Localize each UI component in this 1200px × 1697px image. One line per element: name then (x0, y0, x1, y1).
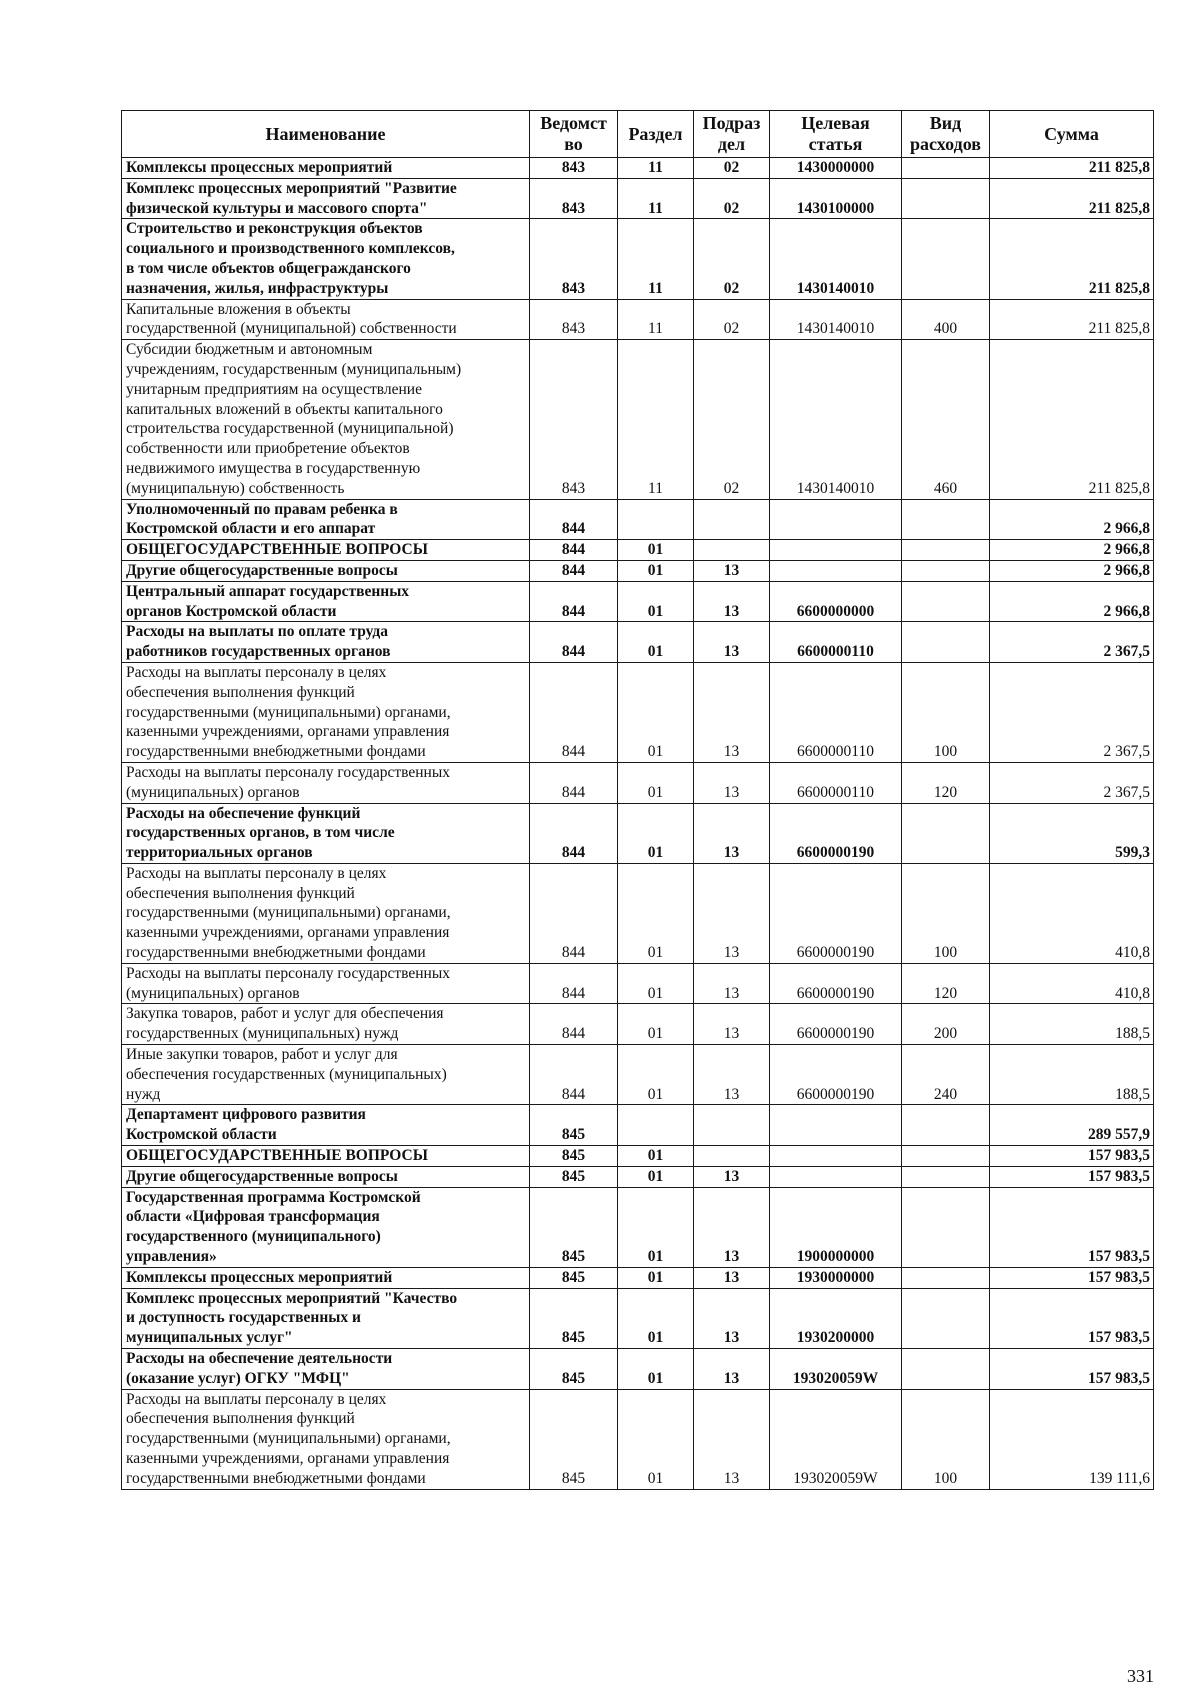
cell-vedomstvo: 844 (530, 762, 618, 803)
table-row (122, 963, 1154, 1004)
cell-summa: 211 825,8 (990, 219, 1154, 299)
cell-celevaya-statya (770, 1105, 902, 1146)
cell-vedomstvo: 845 (530, 1166, 618, 1187)
cell-vid-rashodov: 120 (902, 963, 990, 1004)
cell-vedomstvo: 843 (530, 158, 618, 179)
cell-vid-rashodov: 100 (902, 863, 990, 963)
cell-name: Государственная программа Костромской области «Цифровая трансформация государственного (муниципального) управления» (122, 1187, 530, 1267)
header-summa: Сумма (990, 111, 1154, 158)
cell-vid-rashodov: 400 (902, 299, 990, 340)
cell-podrazdel: 13 (694, 1349, 770, 1390)
cell-razdel: 01 (618, 863, 694, 963)
cell-vedomstvo: 844 (530, 540, 618, 561)
cell-podrazdel: 13 (694, 963, 770, 1004)
cell-razdel: 01 (618, 622, 694, 663)
cell-razdel: 11 (618, 158, 694, 179)
table-row (122, 1267, 1154, 1288)
cell-vedomstvo: 845 (530, 1389, 618, 1489)
cell-vid-rashodov (902, 540, 990, 561)
cell-summa: 2 367,5 (990, 662, 1154, 762)
cell-summa: 2 966,8 (990, 560, 1154, 581)
cell-celevaya-statya: 6600000110 (770, 662, 902, 762)
cell-vid-rashodov: 200 (902, 1004, 990, 1045)
cell-podrazdel: 02 (694, 158, 770, 179)
cell-vid-rashodov: 240 (902, 1045, 990, 1105)
cell-summa: 211 825,8 (990, 178, 1154, 219)
cell-razdel: 11 (618, 219, 694, 299)
cell-summa: 2 367,5 (990, 622, 1154, 663)
cell-summa: 289 557,9 (990, 1105, 1154, 1146)
header-podrazdel: Подраз дел (694, 111, 770, 158)
cell-vid-rashodov (902, 1187, 990, 1267)
cell-celevaya-statya: 1430100000 (770, 178, 902, 219)
cell-name: Расходы на выплаты по оплате труда работников государственных органов (122, 622, 530, 663)
cell-vid-rashodov (902, 499, 990, 540)
header-name: Наименование (122, 111, 530, 158)
cell-name: ОБЩЕГОСУДАРСТВЕННЫЕ ВОПРОСЫ (122, 540, 530, 561)
cell-name: ОБЩЕГОСУДАРСТВЕННЫЕ ВОПРОСЫ (122, 1146, 530, 1167)
table-row (122, 863, 1154, 963)
budget-table (121, 110, 1154, 1490)
cell-razdel: 01 (618, 540, 694, 561)
table-row (122, 622, 1154, 663)
cell-podrazdel: 02 (694, 178, 770, 219)
cell-vedomstvo: 844 (530, 581, 618, 622)
table-row (122, 540, 1154, 561)
cell-name: Другие общегосударственные вопросы (122, 1166, 530, 1187)
cell-razdel: 11 (618, 178, 694, 219)
table-row (122, 581, 1154, 622)
cell-razdel: 01 (618, 1288, 694, 1348)
cell-name: Расходы на выплаты персоналу в целях обеспечения выполнения функций государственными (муниципальными) органами, казенными учреждениями, органами управления государственными внебюджетными фондами (122, 662, 530, 762)
table-row (122, 662, 1154, 762)
cell-vid-rashodov (902, 1146, 990, 1167)
table-row (122, 762, 1154, 803)
cell-podrazdel: 13 (694, 1187, 770, 1267)
cell-podrazdel (694, 1146, 770, 1167)
cell-celevaya-statya (770, 540, 902, 561)
cell-vedomstvo: 844 (530, 803, 618, 863)
cell-name: Расходы на выплаты персоналу в целях обеспечения выполнения функций государственными (муниципальными) органами, казенными учреждениями, органами управления государственными внебюджетными фондами (122, 1389, 530, 1489)
cell-razdel: 01 (618, 560, 694, 581)
cell-summa: 2 966,8 (990, 581, 1154, 622)
cell-summa: 139 111,6 (990, 1389, 1154, 1489)
header-razdel: Раздел (618, 111, 694, 158)
cell-vid-rashodov (902, 581, 990, 622)
cell-vid-rashodov (902, 1166, 990, 1187)
cell-celevaya-statya: 6600000190 (770, 803, 902, 863)
cell-vedomstvo: 844 (530, 662, 618, 762)
cell-celevaya-statya: 1930000000 (770, 1267, 902, 1288)
table-row (122, 1105, 1154, 1146)
cell-vid-rashodov (902, 1105, 990, 1146)
cell-summa: 157 983,5 (990, 1146, 1154, 1167)
table-row (122, 1004, 1154, 1045)
cell-razdel: 01 (618, 1146, 694, 1167)
cell-celevaya-statya: 6600000110 (770, 622, 902, 663)
cell-podrazdel: 13 (694, 581, 770, 622)
cell-vedomstvo: 844 (530, 963, 618, 1004)
cell-vedomstvo: 844 (530, 560, 618, 581)
cell-vedomstvo: 843 (530, 340, 618, 499)
cell-vedomstvo: 845 (530, 1267, 618, 1288)
cell-razdel: 01 (618, 1004, 694, 1045)
cell-celevaya-statya (770, 560, 902, 581)
table-row (122, 499, 1154, 540)
cell-celevaya-statya: 6600000190 (770, 1004, 902, 1045)
cell-celevaya-statya (770, 1146, 902, 1167)
cell-vid-rashodov (902, 178, 990, 219)
cell-razdel: 01 (618, 1045, 694, 1105)
cell-summa: 599,3 (990, 803, 1154, 863)
cell-vid-rashodov (902, 158, 990, 179)
cell-vedomstvo: 845 (530, 1187, 618, 1267)
cell-vid-rashodov: 460 (902, 340, 990, 499)
cell-celevaya-statya: 6600000190 (770, 1045, 902, 1105)
table-row (122, 299, 1154, 340)
cell-podrazdel: 13 (694, 622, 770, 663)
cell-name: Расходы на выплаты персоналу государственных (муниципальных) органов (122, 963, 530, 1004)
cell-vid-rashodov (902, 1349, 990, 1390)
cell-summa: 211 825,8 (990, 340, 1154, 499)
cell-vid-rashodov (902, 219, 990, 299)
cell-vedomstvo: 845 (530, 1349, 618, 1390)
cell-celevaya-statya (770, 499, 902, 540)
cell-podrazdel: 13 (694, 762, 770, 803)
cell-razdel: 01 (618, 762, 694, 803)
cell-name: Расходы на обеспечение деятельности (оказание услуг) ОГКУ "МФЦ" (122, 1349, 530, 1390)
cell-razdel (618, 1105, 694, 1146)
cell-summa: 157 983,5 (990, 1288, 1154, 1348)
table-row (122, 803, 1154, 863)
cell-summa: 211 825,8 (990, 158, 1154, 179)
cell-podrazdel: 13 (694, 1045, 770, 1105)
cell-name: Иные закупки товаров, работ и услуг для обеспечения государственных (муниципальных) нужд (122, 1045, 530, 1105)
table-row (122, 1187, 1154, 1267)
cell-name: Комплексы процессных мероприятий (122, 158, 530, 179)
cell-celevaya-statya: 193020059W (770, 1349, 902, 1390)
cell-celevaya-statya: 1430140010 (770, 299, 902, 340)
cell-name: Субсидии бюджетным и автономным учреждениям, государственным (муниципальным) унитарным предприятиям на осуществление капитальных вложений в объекты капитального строительства государственной (муниципальной) собственности или приобретение объектов недвижимого имущества в государственную (муниципальную) собственность (122, 340, 530, 499)
header-vid-rashodov: Вид расходов (902, 111, 990, 158)
cell-razdel: 01 (618, 662, 694, 762)
cell-name: Капитальные вложения в объекты государственной (муниципальной) собственности (122, 299, 530, 340)
cell-celevaya-statya: 193020059W (770, 1389, 902, 1489)
table-row (122, 219, 1154, 299)
cell-podrazdel: 13 (694, 863, 770, 963)
table-row (122, 1166, 1154, 1187)
cell-razdel: 11 (618, 340, 694, 499)
table-header-row (122, 111, 1154, 158)
cell-name: Уполномоченный по правам ребенка в Костромской области и его аппарат (122, 499, 530, 540)
cell-summa: 188,5 (990, 1045, 1154, 1105)
cell-vid-rashodov: 120 (902, 762, 990, 803)
cell-summa: 211 825,8 (990, 299, 1154, 340)
cell-summa: 188,5 (990, 1004, 1154, 1045)
cell-name: Другие общегосударственные вопросы (122, 560, 530, 581)
cell-podrazdel: 02 (694, 219, 770, 299)
cell-summa: 157 983,5 (990, 1267, 1154, 1288)
cell-podrazdel: 13 (694, 1267, 770, 1288)
cell-vid-rashodov (902, 560, 990, 581)
cell-razdel: 01 (618, 803, 694, 863)
cell-vedomstvo: 843 (530, 299, 618, 340)
cell-vedomstvo: 843 (530, 178, 618, 219)
cell-name: Комплекс процессных мероприятий "Развитие физической культуры и массового спорта" (122, 178, 530, 219)
cell-celevaya-statya: 6600000190 (770, 963, 902, 1004)
cell-celevaya-statya: 1930200000 (770, 1288, 902, 1348)
cell-vedomstvo: 844 (530, 1004, 618, 1045)
cell-celevaya-statya: 6600000000 (770, 581, 902, 622)
cell-vid-rashodov (902, 622, 990, 663)
cell-vid-rashodov: 100 (902, 1389, 990, 1489)
cell-razdel: 01 (618, 1389, 694, 1489)
cell-name: Центральный аппарат государственных органов Костромской области (122, 581, 530, 622)
cell-podrazdel (694, 499, 770, 540)
cell-vedomstvo: 845 (530, 1146, 618, 1167)
cell-podrazdel: 02 (694, 340, 770, 499)
cell-summa: 2 367,5 (990, 762, 1154, 803)
cell-name: Строительство и реконструкция объектов социального и производственного комплексов, в том числе объектов общегражданского назначения, жилья, инфраструктуры (122, 219, 530, 299)
cell-name: Закупка товаров, работ и услуг для обеспечения государственных (муниципальных) нужд (122, 1004, 530, 1045)
cell-summa: 410,8 (990, 963, 1154, 1004)
table-row (122, 1288, 1154, 1348)
cell-podrazdel: 13 (694, 803, 770, 863)
cell-podrazdel: 13 (694, 1389, 770, 1489)
cell-celevaya-statya: 6600000110 (770, 762, 902, 803)
table-row (122, 560, 1154, 581)
cell-podrazdel: 13 (694, 1288, 770, 1348)
cell-razdel: 01 (618, 1349, 694, 1390)
table-row (122, 340, 1154, 499)
cell-podrazdel: 13 (694, 1004, 770, 1045)
cell-podrazdel (694, 540, 770, 561)
cell-vedomstvo: 844 (530, 499, 618, 540)
cell-celevaya-statya: 6600000190 (770, 863, 902, 963)
cell-name: Комплекс процессных мероприятий "Качество и доступность государственных и муниципальных услуг" (122, 1288, 530, 1348)
cell-summa: 157 983,5 (990, 1187, 1154, 1267)
cell-podrazdel (694, 1105, 770, 1146)
cell-razdel: 01 (618, 1187, 694, 1267)
cell-podrazdel: 02 (694, 299, 770, 340)
cell-name: Департамент цифрового развития Костромской области (122, 1105, 530, 1146)
cell-summa: 157 983,5 (990, 1166, 1154, 1187)
cell-vid-rashodov (902, 1267, 990, 1288)
cell-name: Расходы на выплаты персоналу государственных (муниципальных) органов (122, 762, 530, 803)
cell-podrazdel: 13 (694, 560, 770, 581)
cell-celevaya-statya: 1430140010 (770, 219, 902, 299)
cell-name: Расходы на выплаты персоналу в целях обеспечения выполнения функций государственными (муниципальными) органами, казенными учреждениями, органами управления государственными внебюджетными фондами (122, 863, 530, 963)
cell-razdel: 11 (618, 299, 694, 340)
cell-vedomstvo: 844 (530, 622, 618, 663)
cell-razdel: 01 (618, 963, 694, 1004)
cell-razdel: 01 (618, 581, 694, 622)
header-celevaya-statya: Целевая статья (770, 111, 902, 158)
cell-summa: 157 983,5 (990, 1349, 1154, 1390)
cell-name: Расходы на обеспечение функций государственных органов, в том числе территориальных органов (122, 803, 530, 863)
budget-table-container (121, 110, 1153, 1490)
page-number: 331 (1127, 1666, 1154, 1686)
cell-celevaya-statya: 1900000000 (770, 1187, 902, 1267)
cell-vid-rashodov (902, 1288, 990, 1348)
cell-vedomstvo: 845 (530, 1288, 618, 1348)
cell-razdel (618, 499, 694, 540)
table-row (122, 1349, 1154, 1390)
cell-vedomstvo: 844 (530, 1045, 618, 1105)
cell-razdel: 01 (618, 1267, 694, 1288)
cell-vid-rashodov (902, 803, 990, 863)
table-row (122, 1045, 1154, 1105)
header-vedomstvo: Ведомст во (530, 111, 618, 158)
cell-vid-rashodov: 100 (902, 662, 990, 762)
cell-name: Комплексы процессных мероприятий (122, 1267, 530, 1288)
table-row (122, 1146, 1154, 1167)
cell-celevaya-statya (770, 1166, 902, 1187)
cell-summa: 410,8 (990, 863, 1154, 963)
table-row (122, 178, 1154, 219)
cell-summa: 2 966,8 (990, 540, 1154, 561)
cell-podrazdel: 13 (694, 1166, 770, 1187)
cell-celevaya-statya: 1430000000 (770, 158, 902, 179)
cell-vedomstvo: 844 (530, 863, 618, 963)
table-row (122, 158, 1154, 179)
cell-summa: 2 966,8 (990, 499, 1154, 540)
cell-vedomstvo: 845 (530, 1105, 618, 1146)
cell-podrazdel: 13 (694, 662, 770, 762)
cell-vedomstvo: 843 (530, 219, 618, 299)
cell-razdel: 01 (618, 1166, 694, 1187)
cell-celevaya-statya: 1430140010 (770, 340, 902, 499)
table-row (122, 1389, 1154, 1489)
